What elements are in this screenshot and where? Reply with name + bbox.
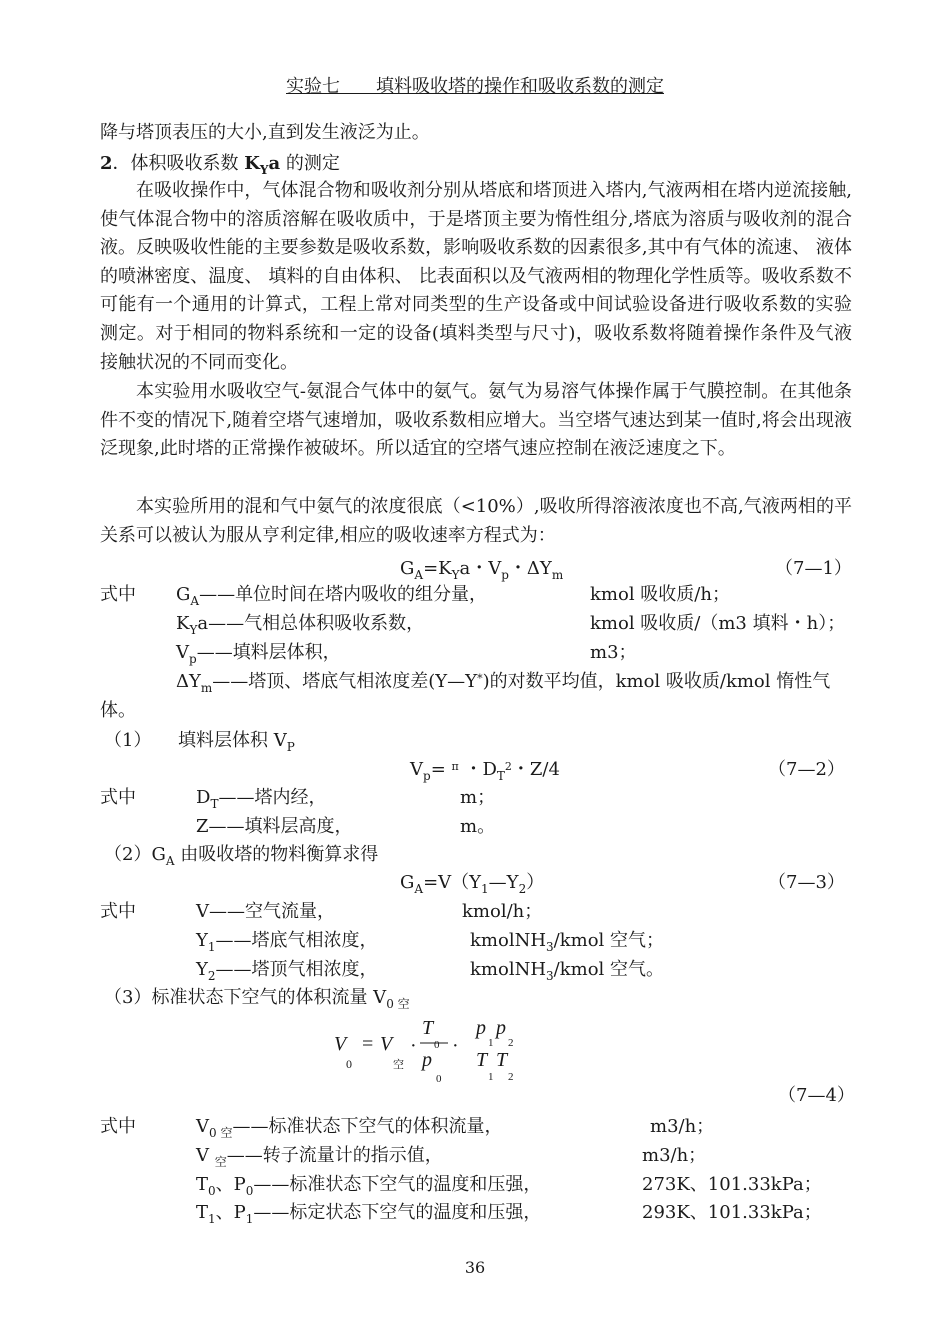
section-heading: 2．体积吸收系数 $K_Ya$ 的测定 <box>100 153 340 177</box>
definition-continuation: 体。 <box>100 700 136 721</box>
formula-symbol: T <box>496 1049 508 1071</box>
page-number: 36 <box>464 1258 486 1277</box>
formula-symbol: · <box>410 1035 417 1057</box>
where-label: 式中 <box>100 584 136 605</box>
definition-unit: m。 <box>460 816 496 837</box>
formula-symbol: V <box>380 1033 393 1055</box>
definition: $K_Ya——$气相总体积吸收系数， <box>176 613 425 637</box>
definition: V——空气流量， <box>196 901 335 922</box>
equation-number: （7—2） <box>768 759 845 780</box>
page-header: 实验七 填料吸收塔的操作和吸收系数的测定 <box>286 76 664 97</box>
paragraph: 在吸收操作中，气体混合物和吸收剂分别从塔底和塔顶进入塔内,气液两相在塔内逆流接触,使气体混合物中的溶质溶解在吸收质中，于是塔顶主要为惰性组分,塔底为溶质与吸收剂的混合液。反映吸收性能的主要参数是吸收系数，影响吸收系数的因素很多,其中有气体的流速、 液体的喷淋密度、温度、 填料的自由体积、 比表面积以及气液两相的物理化学性质等。吸收系数不可能有一个通用的计算式，工程上常对同类型的生产设备或中间试验设备进行吸收系数的实验测定。对于相同的物料系统和一定的设备(填料类型与尺寸)，吸收系数将随着操作条件及气液接触状况的不同而变化。 <box>100 180 852 373</box>
formula-symbol: 0 <box>346 1057 352 1071</box>
item-title: 填料层体积 $V_P$ <box>178 730 295 754</box>
formula-symbol: T <box>476 1049 488 1071</box>
formula-symbol: = <box>362 1033 374 1055</box>
text-line: 降与塔顶表压的大小,直到发生液泛为止。 <box>100 122 430 143</box>
definition: $D_T——$塔内经， <box>196 787 327 811</box>
definition-unit: kmol/h； <box>462 901 543 922</box>
definition-unit: 273K、101.33kPa； <box>642 1174 822 1195</box>
formula-symbol: 2 <box>508 1071 514 1083</box>
item-label: $(2)G_A$ 由吸收塔的物料衡算求得 <box>104 844 379 868</box>
definition-unit: kmolNH$_3$/kmol 空气； <box>470 930 665 954</box>
where-label: 式中 <box>100 901 136 922</box>
equation-number: （7—3） <box>768 872 845 893</box>
definition: $V_{0 空}——$标准状态下空气的体积流量， <box>196 1116 503 1140</box>
definition-unit: kmol 吸收质/h； <box>590 584 730 605</box>
definition-unit: m3/h； <box>650 1116 715 1137</box>
paragraph: 本实验所用的混和气中氨气的浓度很底（<10%）,吸收所得溶液浓度也不高,气液两相的平关系可以被认为服从亨利定律,相应的吸收速率方程式为： <box>100 496 852 546</box>
definition: V $_空$——转子流量计的指示值， <box>196 1145 443 1169</box>
formula-symbol: 2 <box>508 1037 514 1049</box>
definition-unit: m3； <box>590 642 637 663</box>
equation-number: （7—1） <box>775 558 852 579</box>
formula-symbol: p <box>422 1049 432 1071</box>
definition: Z——填料层高度， <box>196 816 353 837</box>
definition: $T_0$、$P_0——$标准状态下空气的温度和压强， <box>196 1174 542 1198</box>
item-label: （1） <box>104 730 152 751</box>
formula-symbol: · <box>452 1035 459 1057</box>
definition-unit: m； <box>460 787 496 808</box>
formula-symbol: 1 <box>488 1071 494 1083</box>
equation-7-3: $G_A=V(Y_1—Y_2)$ <box>400 872 545 896</box>
definition: $G_A——$单位时间在塔内吸收的组分量， <box>176 584 488 608</box>
definition: $\Delta Y_m——$塔顶、塔底气相浓度差(Y—Y*)的对数平均值，kmol 吸收质/kmol 惰性气 <box>176 671 831 695</box>
definition-unit: m3/h； <box>642 1145 707 1166</box>
formula-symbol: 1 <box>488 1037 494 1049</box>
formula-symbol: 空 <box>393 1059 404 1071</box>
equation-7-4 <box>330 1010 540 1090</box>
equation-number: （7—4） <box>778 1085 855 1106</box>
formula-symbol: p <box>496 1017 506 1039</box>
equation-7-1: $G_A=K_Ya$・$V_p$・$\Delta Y_m$ <box>400 558 564 582</box>
definition: $Y_1——$塔底气相浓度， <box>196 930 378 954</box>
definition-unit: kmolNH$_3$/kmol 空气。 <box>470 959 665 983</box>
definition-unit: 293K、101.33kPa； <box>642 1202 822 1223</box>
where-label: 式中 <box>100 787 136 808</box>
formula-symbol: p <box>476 1017 486 1039</box>
definition: $T_1$、$P_1——$标定状态下空气的温度和压强， <box>196 1202 542 1226</box>
formula-symbol: 0 <box>434 1039 440 1051</box>
paragraph: 本实验用水吸收空气-氨混合气体中的氨气。氨气为易溶气体操作属于气膜控制。在其他条件不变的情况下,随着空塔气速增加，吸收系数相应增大。当空塔气速达到某一值时,将会出现液泛现象,此时塔的正常操作被破坏。所以适宜的空塔气速应控制在液泛速度之下。 <box>100 381 852 460</box>
definition: $V_p——$填料层体积， <box>176 642 341 666</box>
formula-symbol: 0 <box>436 1073 442 1085</box>
item-title: （3）标准状态下空气的体积流量 $V_{0 空}$ <box>104 987 410 1011</box>
formula-symbol: T <box>422 1017 434 1039</box>
formula-symbol: V <box>334 1033 347 1055</box>
where-label: 式中 <box>100 1116 136 1137</box>
definition: $Y_2——$塔顶气相浓度， <box>196 959 378 983</box>
equation-7-2: $V_p= ^\pi$ ・$D_T^2$・Z/4 <box>410 759 560 783</box>
definition-unit: kmol 吸收质/（m3 填料・h）； <box>590 613 846 634</box>
